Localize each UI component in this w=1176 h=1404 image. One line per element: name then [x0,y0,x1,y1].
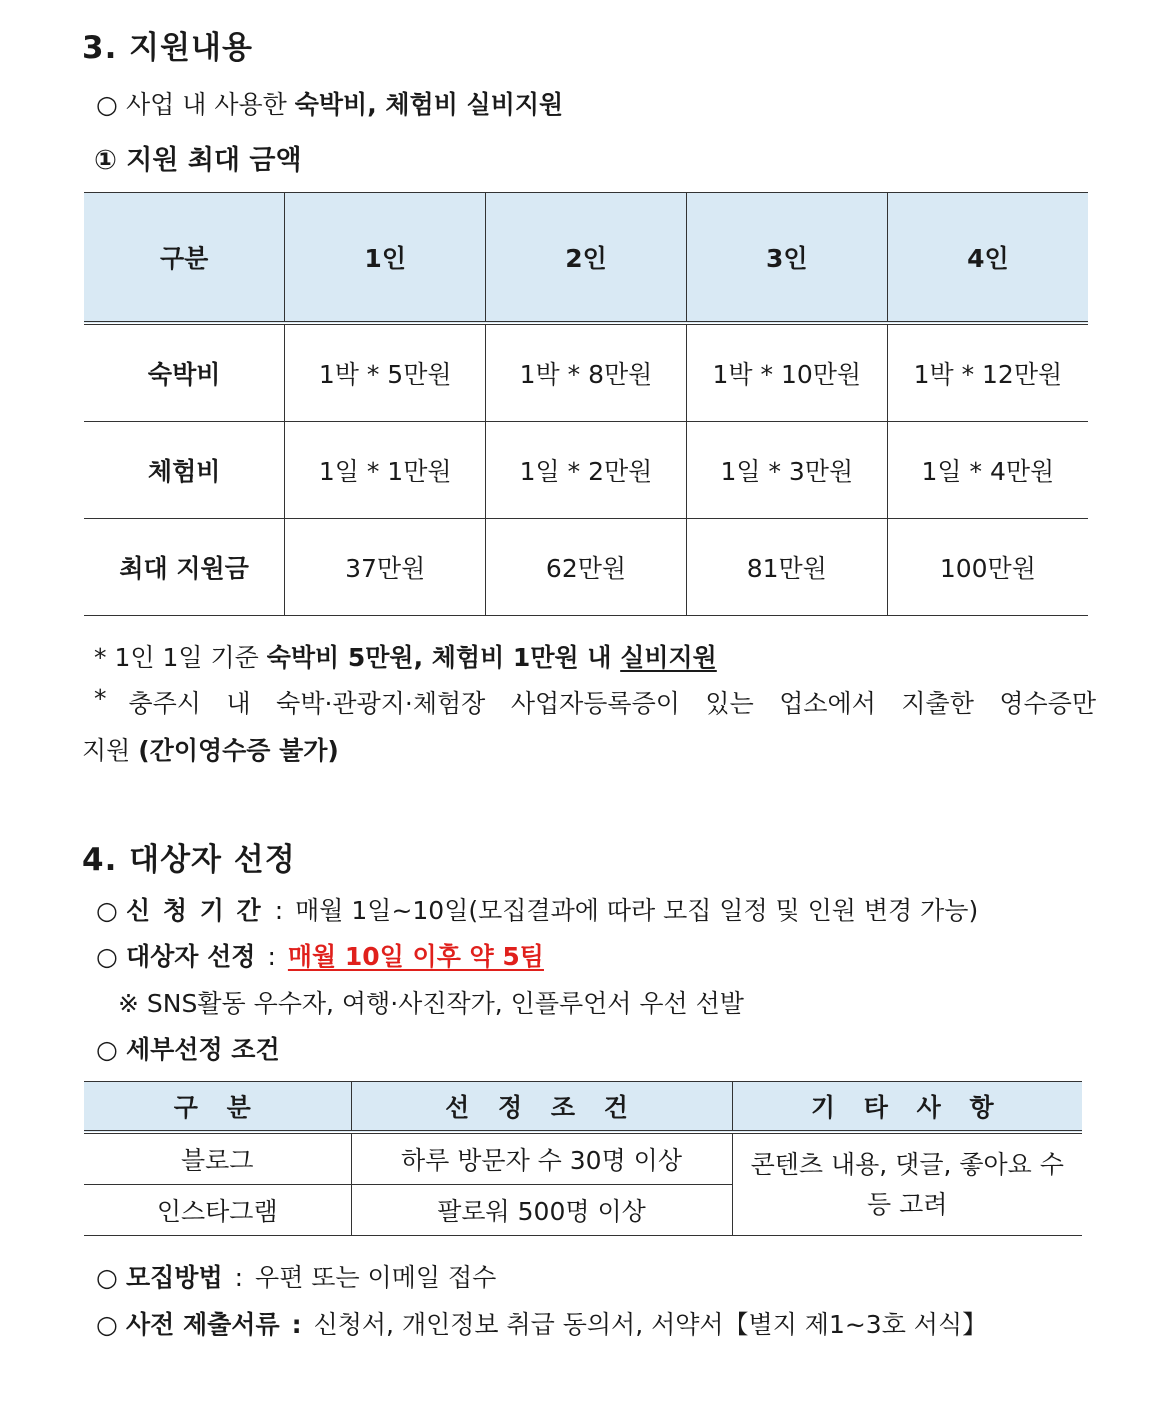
col-header-3person: 3인 [686,193,887,324]
asterisk-icon: * [94,684,107,713]
note-basis [94,638,717,674]
selection-line [96,937,544,973]
support-scope-bold: 숙박비, 체험비 실비지원 [294,90,564,119]
table-cell: 하루 방문자 수 30명 이상 [351,1132,732,1185]
table-cell: 1박 * 12만원 [887,323,1088,422]
table-row [84,422,1088,519]
criteria-table [84,1081,1082,1236]
colon: : [274,896,284,925]
table-cell: 81만원 [686,519,887,616]
max-amount-title: 지원 최대 금액 [126,145,302,176]
documents-label: 사전 제출서류 [126,1310,280,1339]
col-header-type: 구 분 [84,1082,351,1133]
table-cell: 37만원 [285,519,486,616]
selection-label: 대상자 선정 [126,942,256,971]
table-row [84,1132,1082,1185]
table-cell: 62만원 [486,519,687,616]
method-text: 우편 또는 이메일 접수 [255,1263,497,1292]
col-header-condition: 선 정 조 건 [351,1082,732,1133]
support-scope-line [96,85,563,121]
row-label-max-support: 최대 지원금 [84,519,285,616]
table-cell: 1일 * 3만원 [686,422,887,519]
table-cell-etc: 콘텐츠 내용, 댓글, 좋아요 수 등 고려 [732,1132,1082,1236]
table-row [84,519,1088,616]
section-3-heading: 3. 지원내용 [82,30,253,66]
note-receipt-bold: (간이영수증 불가) [138,736,339,765]
table-cell: 1박 * 8만원 [486,323,687,422]
selection-note: ※ SNS활동 우수자, 여행·사진작가, 인플루언서 우선 선발 [118,989,744,1018]
col-header-category: 구분 [84,193,285,324]
max-amount-subheading [94,138,302,177]
table-cell: 1박 * 10만원 [686,323,887,422]
table-row [84,323,1088,422]
note-basis-prefix: 1인 1일 기준 [114,643,267,672]
documents-line [96,1305,987,1341]
application-period-line [96,891,978,927]
criteria-title-line [96,1030,280,1066]
row-label-lodging: 숙박비 [84,323,285,422]
col-header-4person: 4인 [887,193,1088,324]
table-cell: 100만원 [887,519,1088,616]
col-header-1person: 1인 [285,193,486,324]
criteria-title: 세부선정 조건 [126,1035,280,1064]
table-cell: 1일 * 2만원 [486,422,687,519]
selection-highlight: 매월 10일 이후 약 5팀 [287,942,544,971]
circle-bullet-icon: ○ [96,942,118,971]
row-label-experience: 체험비 [84,422,285,519]
circle-bullet-icon: ○ [96,90,118,119]
table-cell: 1박 * 5만원 [285,323,486,422]
section-4-heading: 4. 대상자 선정 [82,842,296,878]
method-line [96,1258,496,1294]
col-header-etc: 기 타 사 항 [732,1082,1082,1133]
note-receipt-line1 [94,684,1096,720]
application-period-text: 매월 1일~10일(모집결과에 따라 모집 일정 및 인원 변경 가능) [295,896,979,925]
table-cell: 인스타그램 [84,1185,351,1236]
note-receipt-text: 충주시 내 숙박·관광지·체험장 사업자등록증이 있는 업소에서 지출한 영수증만 [128,689,1096,718]
colon: : [234,1263,244,1292]
circle-bullet-icon: ○ [96,1310,118,1339]
table-cell: 팔로워 500명 이상 [351,1185,732,1236]
table-header-row [84,193,1088,324]
table-header-row [84,1082,1082,1133]
colon: : [291,1310,302,1339]
application-period-label: 신 청 기 간 [126,896,263,925]
note-receipt-prefix: 지원 [82,736,139,765]
asterisk-icon: * [94,643,107,672]
circle-bullet-icon: ○ [96,896,118,925]
table-cell: 1일 * 1만원 [285,422,486,519]
support-scope-text: 사업 내 사용한 [126,90,295,119]
colon: : [267,942,276,971]
note-basis-underlined: 실비지원 [620,643,717,672]
table-cell: 1일 * 4만원 [887,422,1088,519]
note-receipt-line2 [82,731,339,767]
col-header-2person: 2인 [486,193,687,324]
table-cell: 블로그 [84,1132,351,1185]
note-basis-bold: 숙박비 5만원, 체험비 1만원 내 [266,643,621,672]
documents-text: 신청서, 개인정보 취급 동의서, 서약서【별지 제1~3호 서식】 [313,1310,988,1339]
method-label: 모집방법 [126,1263,223,1292]
circle-bullet-icon: ○ [96,1263,118,1292]
circled-one-icon: ① [94,145,117,176]
max-support-table [84,192,1088,616]
circle-bullet-icon: ○ [96,1035,118,1064]
